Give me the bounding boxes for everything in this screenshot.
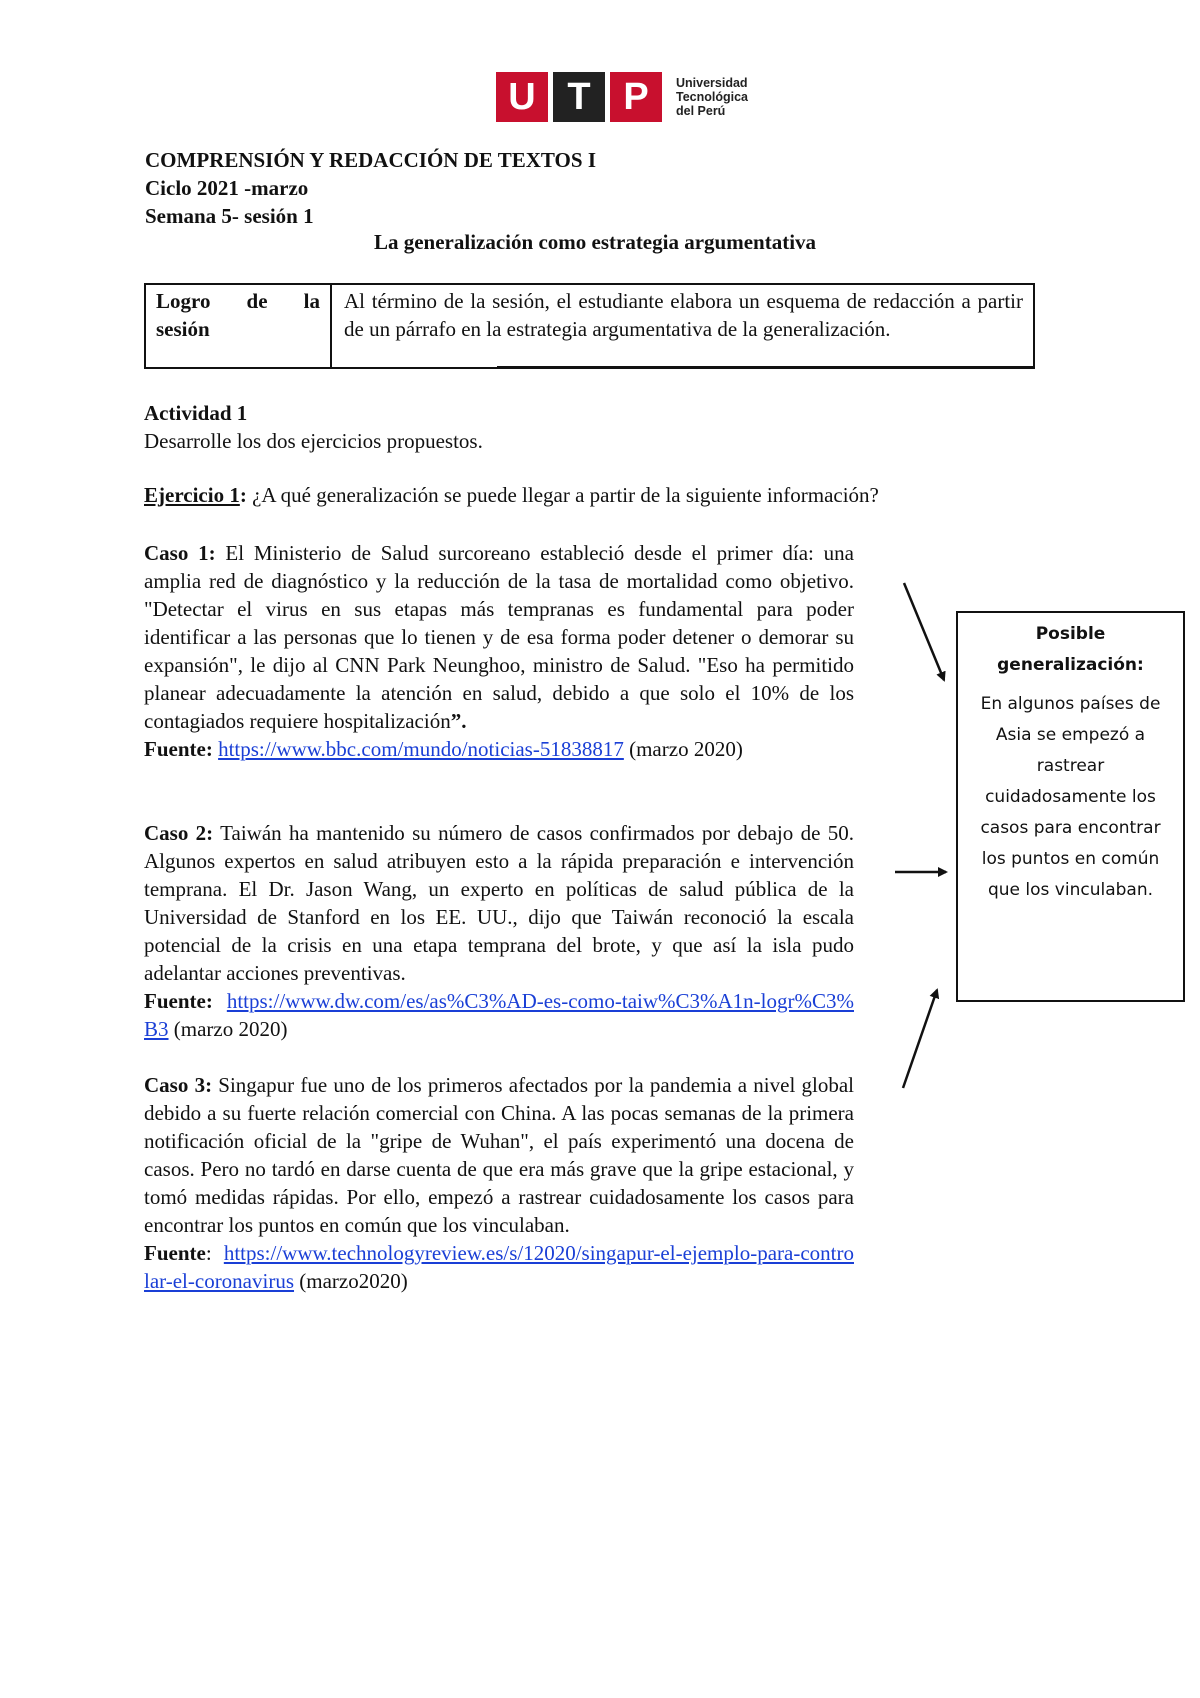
ejercicio-colon: : (239, 483, 247, 507)
arrow-caso-3 (903, 990, 937, 1088)
caso-text: El Ministerio de Salud surcoreano estableció desde el primer día: una amplia red de diagnóstico y la reducción de la tasa de mortalidad como objetivo. "Detectar el virus en sus etapas más tempranas es fundamental para poder identificar a las personas que lo tienen y de esa forma poder detener o demorar su expansión", le dijo al CNN Park Neunghoo, ministro de Salud. "Eso ha permitido planear adecuadamente la atención en salud, debido a que solo el 10% de los contagiados requiere hospitalización (144, 541, 854, 733)
cycle-line: Ciclo 2021 -marzo (145, 176, 309, 200)
logo-letter-t: T (553, 72, 605, 122)
ejercicio-text: ¿A qué generalización se puede llegar a partir de la siguiente información? (246, 483, 879, 507)
course-title: COMPRENSIÓN Y REDACCIÓN DE TEXTOS I (145, 148, 596, 172)
actividad-instruction: Desarrolle los dos ejercicios propuestos. (144, 429, 483, 453)
ejercicio-label: Ejercicio 1 (144, 483, 240, 507)
source-link[interactable]: https://www.dw.com/es/as%C3%AD-es-como-taiw%C3%A1n-logr%C3%B3 (144, 989, 854, 1041)
session-title: La generalización como estrategia argumentativa (373, 230, 817, 254)
source-date: (marzo2020) (294, 1269, 408, 1293)
source-label: Fuente: (144, 989, 213, 1013)
arrow-caso-1 (904, 583, 944, 680)
generalization-text: En algunos países de Asia se empezó a rastrear cuidadosamente los casos para encontrar los puntos en común que los vinculaban. (980, 694, 1161, 900)
week-line: Semana 5- sesión 1 (145, 204, 314, 228)
source-label: Fuente: (144, 737, 213, 761)
source-date: (marzo 2020) (168, 1017, 288, 1041)
source-label: Fuente (144, 1241, 206, 1265)
caso-label: Caso 1: (144, 541, 216, 565)
caso-label: Caso 2: (144, 821, 214, 845)
logo-name-line: Tecnológica (676, 90, 749, 104)
generalization-title-line: generalización: (997, 655, 1144, 675)
logo-name-line: del Perú (676, 104, 726, 118)
caso-text: Singapur fue uno de los primeros afectados por la pandemia a nivel global debido a su fuerte relación comercial con China. A las pocas semanas de la primera notificación oficial de la "gripe de Wuhan", el país experimentó una docena de casos. Pero no tardó en darse cuenta de que era más grave que la gripe estacional, y tomó medidas rápidas. Por ello, empezó a rastrear cuidadosamente los casos para encontrar los puntos en común que los vinculaban. (144, 1073, 854, 1237)
generalization-title (970, 619, 1171, 681)
caso-label: Caso 3: (144, 1073, 213, 1097)
logro-label-line: sesión (156, 317, 210, 341)
caso-3: Caso 3: Singapur fue uno de los primeros afectados por la pandemia a nivel global debido a su fuerte relación comercial con China. A las pocas semanas de la primera notificación oficial de la "gripe de Wuhan", el país experimentó una docena de casos. Pero no tardó en darse cuenta de que era más grave que la gripe estacional, y tomó medidas rápidas. Por ello, empezó a rastrear cuidadosamente los casos para encontrar los puntos en común que los vinculaban. Fuente: https://www.technologyreview.es/s/12020/singapur-el-ejemplo-para-controlar-el-coronavirus (marzo2020) (144, 1073, 854, 1293)
logo-letter-p: P (610, 72, 662, 122)
source-link[interactable]: https://www.bbc.com/mundo/noticias-51838817 (218, 737, 624, 761)
caso-text: Taiwán ha mantenido su número de casos confirmados por debajo de 50. Algunos expertos en salud atribuyen esto a la rápida preparación e intervención temprana. El Dr. Jason Wang, un experto en políticas de salud pública de la Universidad de Stanford en los EE. UU., dijo que Taiwán reconoció la escala potencial de la crisis en una etapa temprana del brote, y que así la isla pudo adelantar acciones preventivas. (144, 821, 854, 985)
caso-closing: ”. (450, 709, 467, 733)
logro-label-line: Logro de la (156, 289, 320, 313)
generalization-box (956, 611, 1185, 1002)
logo-letter-u: U (496, 72, 548, 122)
source-link[interactable]: https://www.technologyreview.es/s/12020/singapur-el-ejemplo-para-controlar-el-coronavirus (144, 1241, 854, 1293)
generalization-title-line: Posible (1035, 624, 1106, 644)
source-date: (marzo 2020) (623, 737, 743, 761)
actividad-title: Actividad 1 (144, 401, 248, 425)
logo-name-line: Universidad (676, 76, 748, 90)
logro-text: Al término de la sesión, el estudiante elabora un esquema de redacción a partir de un párrafo en la estrategia argumentativa de la generalización. (344, 289, 1023, 341)
